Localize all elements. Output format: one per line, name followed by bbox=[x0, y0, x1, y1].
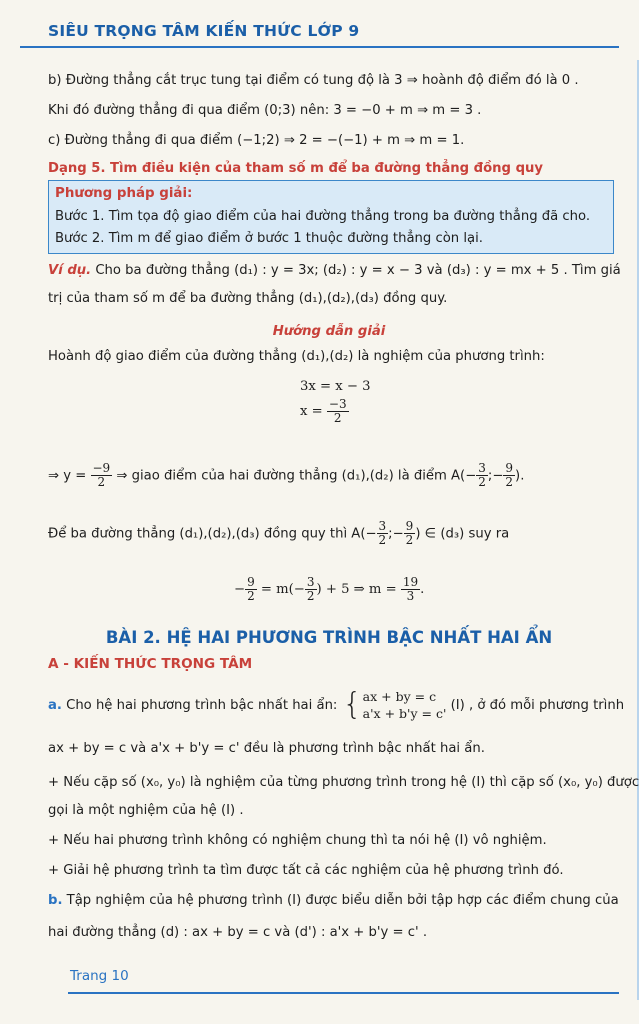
eq3-n2: 3 bbox=[306, 575, 315, 589]
guide-p1: Hoành độ giao điểm của đường thẳng (d₁),(d₂) là nghiệm của phương trình: bbox=[48, 349, 545, 364]
p2-den: 2 bbox=[97, 475, 106, 489]
method-step1: Bước 1. Tìm tọa độ giao điểm của hai đường thẳng trong ba đường thẳng đã cho. bbox=[55, 209, 591, 224]
example-label: Ví dụ. bbox=[48, 263, 92, 278]
example-line2: trị của tham số m để ba đường thẳng (d₁),(d₂),(d₃) đồng quy. bbox=[48, 291, 448, 306]
system-equations bbox=[363, 688, 447, 722]
system-brace: { bbox=[342, 687, 362, 722]
eq2-lhs: x = bbox=[300, 404, 323, 419]
eq3-c: ) + 5 ⇒ m = bbox=[316, 582, 397, 597]
p3-d1: 2 bbox=[378, 533, 387, 547]
eq3-den: 3 bbox=[406, 589, 415, 603]
eq3-n1: 9 bbox=[247, 575, 255, 589]
dang5-title: Dạng 5. Tìm điều kiện của tham số m để ba đường thẳng đồng quy bbox=[48, 161, 544, 176]
p2-e1: 9 bbox=[505, 461, 514, 475]
a-text1: Cho hệ hai phương trình bậc nhất hai ẩn: bbox=[61, 698, 338, 713]
eq3-b: = m(− bbox=[260, 582, 305, 597]
guide-title: Hướng dẫn giải bbox=[272, 324, 386, 339]
p3-b: ;− bbox=[388, 526, 404, 542]
p3-a: Để ba đường thẳng (d₁),(d₂),(d₃) đồng quy thì A(− bbox=[48, 526, 377, 542]
p2-fraction bbox=[91, 462, 113, 489]
p3-n2: 9 bbox=[405, 519, 414, 533]
example-line1 bbox=[48, 262, 621, 280]
bai2-a-line1 bbox=[48, 688, 624, 722]
eq3-dot: . bbox=[420, 582, 425, 597]
p3-d2: 2 bbox=[405, 533, 414, 547]
b-label: b. bbox=[48, 893, 63, 908]
line-khi: Khi đó đường thẳng đi qua điểm (0;3) nên: 3 = −0 + m ⇒ m = 3 . bbox=[48, 103, 482, 118]
bai2-plus1a: + Nếu cặp số (x₀, y₀) là nghiệm của từng phương trình trong hệ (I) thì cặp số (x₀, y₀) được bbox=[48, 775, 639, 790]
eq2-num: −3 bbox=[328, 397, 347, 411]
p2-frac-e bbox=[503, 462, 515, 489]
p3-frac-2 bbox=[404, 520, 416, 547]
guide-eq1: 3x = x − 3 bbox=[300, 379, 371, 394]
p3-frac-1 bbox=[377, 520, 389, 547]
p3-c: ) ∈ (d₃) suy ra bbox=[415, 526, 510, 542]
p3-n1: 3 bbox=[378, 519, 387, 533]
p2-a: ⇒ y = bbox=[48, 468, 87, 484]
example-text1: Cho ba đường thẳng (d₁) : y = 3x; (d₂) : y = x − 3 và (d₃) : y = mx + 5 . Tìm giá bbox=[91, 263, 621, 278]
sys-eq1: ax + by = c bbox=[362, 689, 437, 704]
p2-e2: 2 bbox=[505, 475, 514, 489]
bai2-b-line1 bbox=[48, 892, 619, 910]
guide-p3 bbox=[48, 520, 509, 547]
guide-eq2 bbox=[300, 398, 349, 425]
footer-rule bbox=[68, 992, 619, 994]
page-number: Trang 10 bbox=[70, 968, 129, 984]
p2-num: −9 bbox=[92, 461, 111, 475]
p2-frac-c bbox=[476, 462, 488, 489]
bai2-plus3: + Giải hệ phương trình ta tìm được tất cả các nghiệm của hệ phương trình đó. bbox=[48, 863, 564, 878]
bai2-b-line2: hai đường thẳng (d) : ax + by = c và (d') : a'x + b'y = c' . bbox=[48, 925, 428, 940]
eq3-num: 19 bbox=[402, 575, 419, 589]
book-title: SIÊU TRỌNG TÂM KIẾN THỨC LỚP 9 bbox=[48, 22, 360, 40]
b-text1: Tập nghiệm của hệ phương trình (I) được biểu diễn bởi tập hợp các điểm chung của bbox=[62, 893, 619, 908]
bai2-plus1b: gọi là một nghiệm của hệ (I) . bbox=[48, 803, 244, 818]
page-header bbox=[20, 18, 619, 46]
bai2-plus2: + Nếu hai phương trình không có nghiệm chung thì ta nói hệ (I) vô nghiệm. bbox=[48, 833, 547, 848]
method-step2: Bước 2. Tìm m để giao điểm ở bước 1 thuộc đường thẳng còn lại. bbox=[55, 231, 483, 246]
line-b: b) Đường thẳng cắt trục tung tại điểm có tung độ là 3 ⇒ hoành độ điểm đó là 0 . bbox=[48, 73, 579, 88]
p2-f: ). bbox=[515, 468, 525, 484]
eq3-frac-3 bbox=[401, 576, 420, 603]
eq3-frac-2 bbox=[305, 576, 317, 603]
guide-p2 bbox=[48, 462, 524, 489]
eq3-frac-1 bbox=[245, 576, 257, 603]
a-text2: (I) , ở đó mỗi phương trình bbox=[446, 698, 625, 713]
p2-b: ⇒ giao điểm của hai đường thẳng (d₁),(d₂) là điểm A(− bbox=[116, 468, 477, 484]
bai2-subhead: A - KIẾN THỨC TRỌNG TÂM bbox=[48, 656, 253, 672]
method-title: Phương pháp giải: bbox=[55, 186, 193, 201]
header-rule bbox=[20, 46, 619, 48]
eq3-d2: 2 bbox=[306, 589, 315, 603]
method-box bbox=[48, 180, 614, 254]
bai2-a-line2: ax + by = c và a'x + b'y = c' đều là phương trình bậc nhất hai ẩn. bbox=[48, 741, 485, 756]
a-label: a. bbox=[48, 698, 62, 713]
p2-c2: 2 bbox=[478, 475, 486, 489]
guide-eq3 bbox=[234, 576, 424, 603]
bai2-title: BÀI 2. HỆ HAI PHƯƠNG TRÌNH BẬC NHẤT HAI ẨN bbox=[105, 628, 553, 647]
sys-eq2: a'x + b'y = c' bbox=[362, 706, 447, 721]
eq3-d1: 2 bbox=[247, 589, 255, 603]
eq2-fraction bbox=[327, 398, 349, 425]
p2-c1: 3 bbox=[478, 461, 486, 475]
eq3-a: − bbox=[234, 582, 246, 597]
line-c: c) Đường thẳng đi qua điểm (−1;2) ⇒ 2 = −(−1) + m ⇒ m = 1. bbox=[48, 133, 465, 148]
p2-d: ;− bbox=[487, 468, 504, 484]
eq2-den: 2 bbox=[333, 411, 342, 425]
